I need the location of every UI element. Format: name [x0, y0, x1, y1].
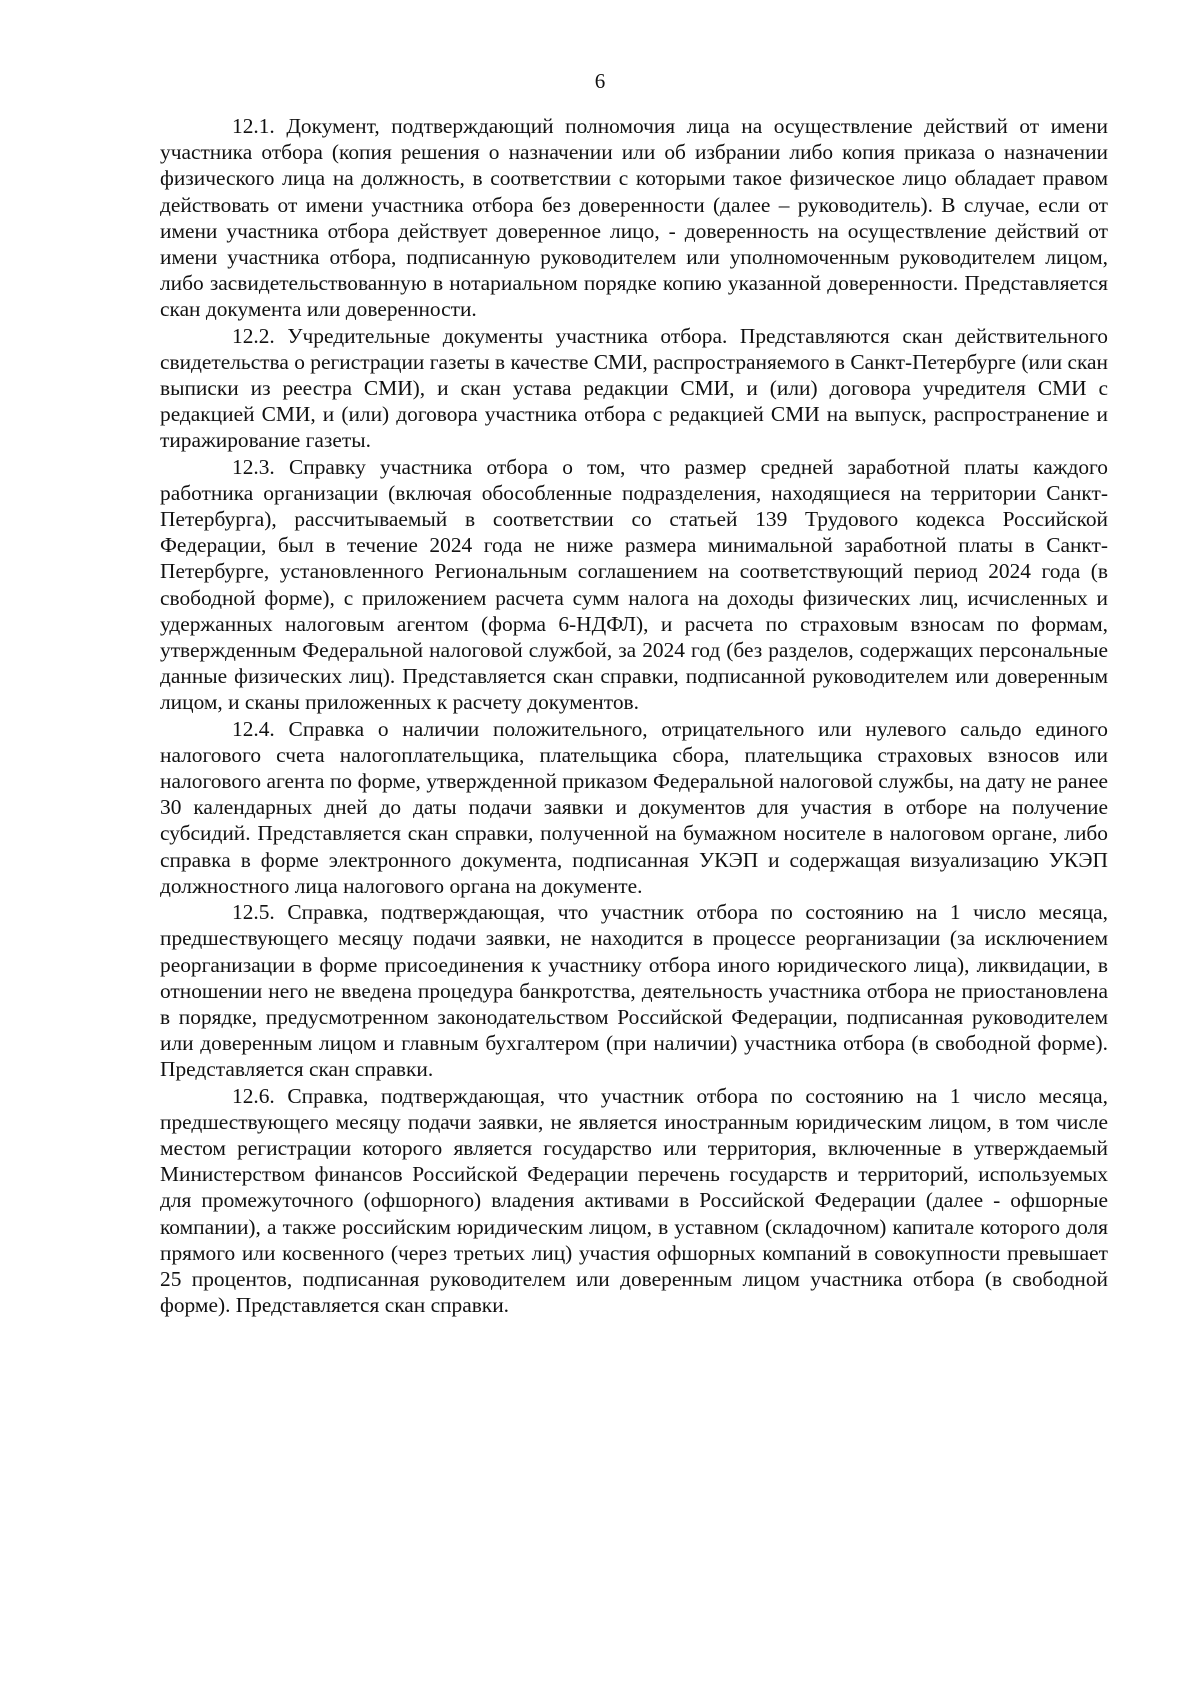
paragraph-12-4: 12.4. Справка о наличии положительного, отрицательного или нулевого сальдо единого налогового счета налогоплательщика, плательщика сбора, плательщика страховых взносов или налогового агента по форме, утвержденной приказом Федеральной налоговой службы, на дату не ранее 30 календарных дней до даты подачи заявки и документов для участия в отборе на получение субсидий. Представляется скан справки, полученной на бумажном носителе в налоговом органе, либо справка в форме электронного документа, подписанная УКЭП и содержащая визуализацию УКЭП должностного лица налогового органа на документе.	[160, 716, 1108, 898]
paragraph-12-6: 12.6. Справка, подтверждающая, что участник отбора по состоянию на 1 число месяца, предшествующего месяцу подачи заявки, не является иностранным юридическим лицом, в том числе местом регистрации которого является государство или территория, включенные в утверждаемый Министерством финансов Российской Федерации перечень государств и территорий, используемых для промежуточного (офшорного) владения активами в Российской Федерации (далее - офшорные компании), а также российским юридическим лицом, в уставном (складочном) капитале которого доля прямого или косвенного (через третьих лиц) участия офшорных компаний в совокупности превышает 25 процентов, подписанная руководителем или доверенным лицом участника отбора (в свободной форме). Представляется скан справки.	[160, 1083, 1108, 1318]
document-body	[160, 113, 1108, 1318]
paragraph-12-5: 12.5. Справка, подтверждающая, что участник отбора по состоянию на 1 число месяца, предшествующего месяцу подачи заявки, не находится в процессе реорганизации (за исключением реорганизации в форме присоединения к участнику отбора иного юридического лица), ликвидации, в отношении него не введена процедура банкротства, деятельность участника отбора не приостановлена в порядке, предусмотренном законодательством Российской Федерации, подписанная руководителем или доверенным лицом и главным бухгалтером (при наличии) участника отбора (в свободной форме). Представляется скан справки.	[160, 900, 1108, 1082]
page-number: 6	[594, 69, 606, 93]
paragraph-12-1: 12.1. Документ, подтверждающий полномочия лица на осуществление действий от имени участника отбора (копия решения о назначении или об избрании либо копия приказа о назначении физического лица на должность, в соответствии с которыми такое физическое лицо обладает правом действовать от имени участника отбора без доверенности (далее – руководитель). В случае, если от имени участника отбора действует доверенное лицо, - доверенность на осуществление действий от имени участника отбора, подписанную руководителем или уполномоченным руководителем лицом, либо засвидетельствованную в нотариальном порядке копию указанной доверенности. Представляется скан документа или доверенности.	[160, 114, 1108, 322]
paragraph-12-2: 12.2. Учредительные документы участника отбора. Представляются скан действительного свидетельства о регистрации газеты в качестве СМИ, распространяемого в Санкт-Петербурге (или скан выписки из реестра СМИ), и скан устава редакции СМИ, и (или) договора учредителя СМИ с редакцией СМИ, и (или) договора участника отбора с редакцией СМИ на выпуск, распространение и тиражирование газеты.	[160, 323, 1108, 453]
paragraph-12-3: 12.3. Справку участника отбора о том, что размер средней заработной платы каждого работника организации (включая обособленные подразделения, находящиеся на территории Санкт-Петербурга), рассчитываемый в соответствии со статьей 139 Трудового кодекса Российской Федерации, был в течение 2024 года не ниже размера минимальной заработной платы в Санкт-Петербурге, установленного Региональным соглашением на соответствующий период 2024 года (в свободной форме), с приложением расчета сумм налога на доходы физических лиц, исчисленных и удержанных налоговым агентом (форма 6-НДФЛ), и расчета по страховым взносам по формам, утвержденным Федеральной налоговой службой, за 2024 год (без разделов, содержащих персональные данные физических лиц). Представляется скан справки, подписанной руководителем или доверенным лицом, и сканы приложенных к расчету документов.	[160, 454, 1108, 715]
